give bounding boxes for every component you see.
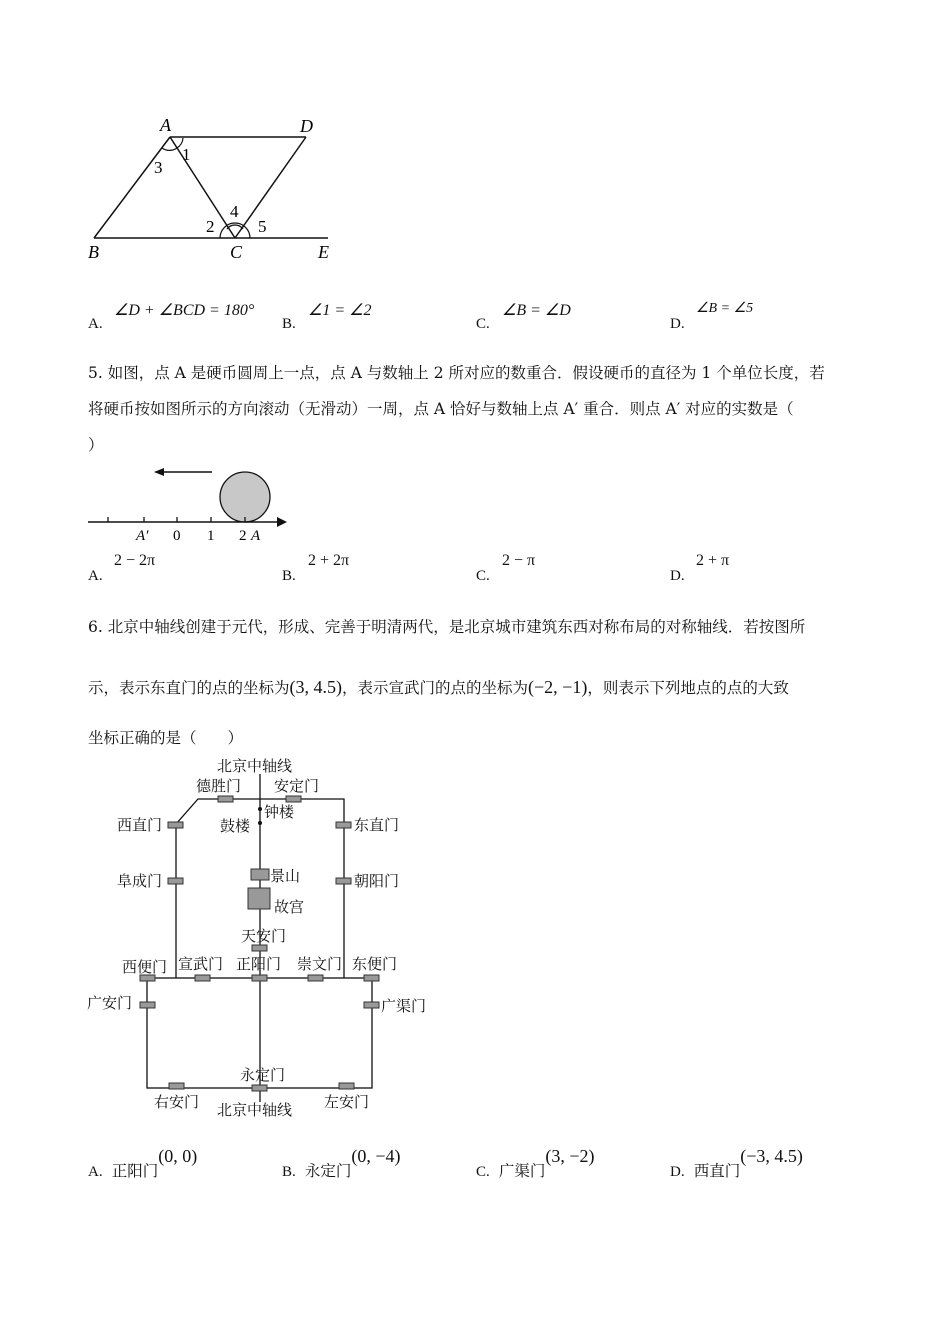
guanganmen-label: 广安门 [87,996,133,1012]
q6-option-c[interactable] [476,1146,666,1182]
guanganmen-marker [140,1002,155,1008]
xuanwumen-coord: (−2, −1) [528,677,588,697]
option-letter: A. [88,1164,103,1180]
dongbianmen-marker [364,975,379,981]
q4-option-c[interactable] [476,298,666,334]
q5-label-a: A [251,528,261,544]
fuchengmen-label: 阜成门 [117,874,163,890]
option-expr: ∠1 = ∠2 [308,302,372,319]
dongzhimen-coord: (3, 4.5) [289,677,343,697]
q6-stem-line2 [88,674,789,701]
option-letter: B. [282,1164,296,1180]
gugong-label: 故宫 [274,900,305,916]
q5-number-line-arrow [277,517,287,527]
xizhimen-marker [168,822,183,828]
tiananmen-marker [252,945,267,951]
option-letter: A. [88,568,103,584]
dongbianmen-label: 东便门 [352,957,398,973]
option-letter: B. [282,568,296,584]
youanmen-marker [169,1083,184,1089]
q4-angle-1: 1 [182,145,191,164]
q4-line-ab [94,137,170,238]
option-expr: 2 + 2π [308,552,350,569]
option-letter: D. [670,316,685,332]
q6-line2-text-c: ，表示宣武门的点的坐标为 [342,679,529,697]
deshengmen-marker [218,796,233,802]
q5-figure [84,462,294,547]
axis-label-top: 北京中轴线 [217,759,293,775]
option-letter: C. [476,568,490,584]
xuanwumen-label: 宣武门 [178,957,224,973]
chaoyangmen-label: 朝阳门 [354,874,400,890]
q4-option-d[interactable] [670,298,860,334]
zuoanmen-marker [339,1083,354,1089]
option-place: 永定门 [304,1162,352,1180]
chongwenmen-marker [308,975,323,981]
q6-stem-line3: 坐标正确的是（ ） [88,729,244,747]
q4-label-e: E [318,242,329,262]
q5-label-1: 1 [207,528,215,544]
youanmen-label: 右安门 [154,1095,200,1111]
option-expr: ∠B = ∠5 [696,301,754,316]
zhonglou-dot [258,807,262,811]
q5-stem-line3: ） [88,436,104,454]
q5-label-aprime: A′ [136,528,149,544]
option-letter: D. [670,1164,685,1180]
q6-line2-text-a: 示，表示东直门的点的坐标为 [88,679,290,697]
option-letter: C. [476,1164,490,1180]
andingmen-marker [286,796,301,802]
q4-angle-4: 4 [230,202,239,221]
q4-option-b[interactable] [282,298,472,334]
dongzhimen-marker [336,822,351,828]
guangqumen-label: 广渠门 [381,999,427,1015]
xuanwumen-marker [195,975,210,981]
q4-angle-5: 5 [258,217,267,236]
option-expr: 2 − 2π [114,552,156,569]
dongzhimen-label: 东直门 [354,818,400,834]
q4-line-ac [170,137,235,238]
axis-label-bottom: 北京中轴线 [217,1103,293,1119]
q5-option-a[interactable] [88,552,278,588]
q4-figure [80,110,350,270]
option-place: 广渠门 [498,1162,546,1180]
zhonglou-label: 钟楼 [264,805,295,821]
q5-stem-line1: 5. 如图，点 A 是硬币圆周上一点，点 A 与数轴上 2 所对应的数重合．假设硬币的直径为 1 个单位长度，若 [88,364,825,382]
q5-option-d[interactable] [670,552,860,588]
zuoanmen-label: 左安门 [324,1095,370,1111]
q4-label-d: D [300,116,313,136]
coin [220,472,270,522]
guangqumen-marker [364,1002,379,1008]
q5-option-b[interactable] [282,552,472,588]
yongdingmen-marker [252,1085,267,1091]
option-expr: ∠D + ∠BCD = 180° [114,302,255,319]
q4-line-dc [235,137,306,238]
option-coord: (0, −4) [351,1146,401,1166]
yongdingmen-label: 永定门 [240,1068,286,1084]
beijing-map [84,752,444,1124]
q4-arc-a [162,148,177,150]
option-coord: (−3, 4.5) [740,1146,803,1166]
option-coord: (0, 0) [158,1146,198,1166]
option-expr: 2 − π [502,552,536,569]
xibianmen-label: 西便门 [122,960,168,976]
deshengmen-label: 德胜门 [196,779,242,795]
zhengyangmen-marker [252,975,267,981]
q4-label-b: B [88,242,99,262]
jingshan-marker [251,869,269,880]
q4-label-c: C [230,242,243,262]
gugong-marker [248,888,270,909]
option-letter: C. [476,316,490,332]
chongwenmen-label: 崇文门 [297,957,343,973]
q4-angle-3: 3 [154,158,163,177]
q6-option-b[interactable] [282,1146,472,1182]
option-expr: ∠B = ∠D [502,302,571,319]
q6-option-a[interactable] [88,1146,278,1182]
q4-label-a: A [160,115,171,135]
andingmen-label: 安定门 [274,779,320,795]
q6-line2-text-e: ，则表示下列地点的点的大致 [587,679,789,697]
xizhimen-label: 西直门 [117,818,163,834]
gulou-label: 鼓楼 [220,819,251,835]
jingshan-label: 景山 [270,869,301,885]
q4-angle-2: 2 [206,217,215,236]
q5-stem-line2: 将硬币按如图所示的方向滚动（无滑动）一周，点 A 恰好与数轴上点 A′ 重合．则点 A′ 对应的实数是（ [88,400,794,418]
option-expr: 2 + π [696,552,730,569]
q5-label-0: 0 [173,528,181,544]
zhengyangmen-label: 正阳门 [236,957,282,973]
q4-option-a[interactable] [88,298,278,334]
option-place: 西直门 [693,1162,741,1180]
option-letter: D. [670,568,685,584]
option-letter: A. [88,316,103,332]
option-place: 正阳门 [111,1162,159,1180]
chaoyangmen-marker [336,878,351,884]
q6-stem-line1: 6. 北京中轴线创建于元代，形成、完善于明清两代，是北京城市建筑东西对称布局的对称轴线．若按图所 [88,618,806,636]
option-letter: B. [282,316,296,332]
option-coord: (3, −2) [545,1146,595,1166]
q6-option-d[interactable] [670,1146,870,1182]
q5-arrow-head [154,468,164,476]
q5-option-c[interactable] [476,552,666,588]
q5-label-2: 2 [239,528,247,544]
tiananmen-label: 天安门 [241,929,287,945]
fuchengmen-marker [168,878,183,884]
gulou-dot [258,821,262,825]
